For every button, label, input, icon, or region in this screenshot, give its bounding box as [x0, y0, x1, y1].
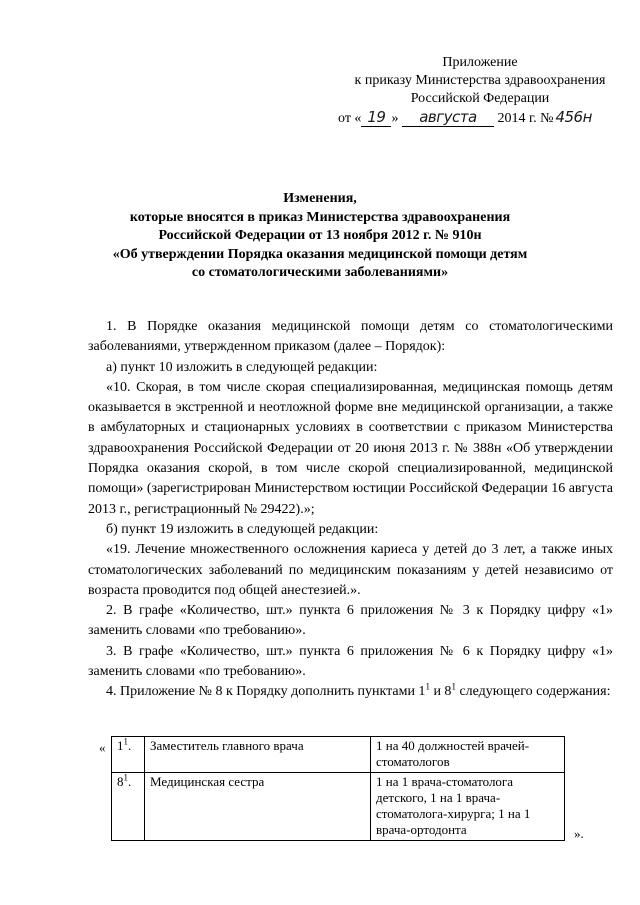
- title-line-2: которые вносятся в приказ Министерства здравоохранения: [129, 209, 511, 225]
- row-position: Медицинская сестра: [145, 773, 371, 841]
- appendix-date-line: от « 19 » августа 2014 г. № 456н: [338, 108, 592, 126]
- paragraph-1a-text: «10. Скорая, в том числе скорая специализированная, медицинская помощь детям оказывается в экстренной и неотложной форме вне медицинской организации, а также в амбулаторных и стационарных условиях в соответствии с приказом Министерства здравоохранения Российской Федерации от 20 июня 2013 г. № 388н «Об утверждении Порядка оказания скорой, в том числе скорой специализированной, медицинской помощи» (зарегистрирован Министерством юстиции Российской Федерации 16 августа 2013 г., регистрационный № 29422).»;: [88, 379, 613, 517]
- row-quantity: 1 на 1 врача-стоматолога детского, 1 на 1 врача-стоматолога-хирурга; 1 на 1 врача-ортодонта: [371, 773, 565, 841]
- appendix-order-line: к приказу Министерства здравоохранения: [354, 73, 606, 88]
- title-line-4: «Об утверждении Порядка оказания медицинской помощи детям: [112, 246, 528, 262]
- appendix-title: Приложение: [442, 55, 518, 70]
- handwritten-month: августа: [402, 108, 494, 127]
- row-quantity: 1 на 40 должностей врачей-стоматологов: [371, 737, 565, 773]
- paragraph-1b-text: «19. Лечение множественного осложнения кариеса у детей до 3 лет, а также иных стоматологических заболеваний по медицинским показаниям у детей независимо от возраста проводится под общей анестезией.».: [88, 542, 613, 598]
- handwritten-order-number: 456н: [555, 108, 592, 126]
- paragraph-2: 2. В графе «Количество, шт.» пункта 6 приложения № 3 к Порядку цифру «1» заменить словами «по требованию».: [88, 603, 613, 639]
- table-close-quote: ».: [574, 826, 584, 841]
- title-line-3: Российской Федерации от 13 ноября 2012 г. № 910н: [158, 228, 482, 243]
- appendix-ministry-line: Российской Федерации: [410, 91, 550, 106]
- appendix-header: [330, 54, 630, 128]
- paragraph-3: 3. В графе «Количество, шт.» пункта 6 приложения № 6 к Порядку цифру «1» заменить словами «по требованию».: [88, 643, 613, 680]
- handwritten-day: 19: [361, 108, 391, 127]
- table-row: [112, 737, 565, 773]
- paragraph-1b: б) пункт 19 изложить в следующей редакции:: [106, 521, 379, 537]
- document-body: [88, 317, 613, 703]
- paragraph-1: 1. В Порядке оказания медицинской помощи детям со стоматологическими заболеваниями, утвержденном приказом (далее – Порядок):: [88, 319, 613, 355]
- title-line-5: со стоматологическими заболеваниями»: [191, 265, 449, 280]
- document-title: [60, 190, 580, 283]
- staffing-table: [111, 736, 565, 841]
- paragraph-1a: а) пункт 10 изложить в следующей редакции:: [106, 359, 378, 375]
- title-line-1: Изменения,: [283, 191, 357, 206]
- row-number: $8^1$.: [112, 773, 145, 841]
- paragraph-4: 4. Приложение № 8 к Порядку дополнить пунктами $1^1$ и $8^1$ следующего содержания:: [106, 681, 611, 700]
- row-position: Заместитель главного врача: [145, 737, 371, 773]
- row-number: $1^1$.: [112, 737, 145, 773]
- staffing-table-block: [88, 736, 613, 846]
- table-row: [112, 773, 565, 841]
- table-open-quote: «: [99, 740, 106, 755]
